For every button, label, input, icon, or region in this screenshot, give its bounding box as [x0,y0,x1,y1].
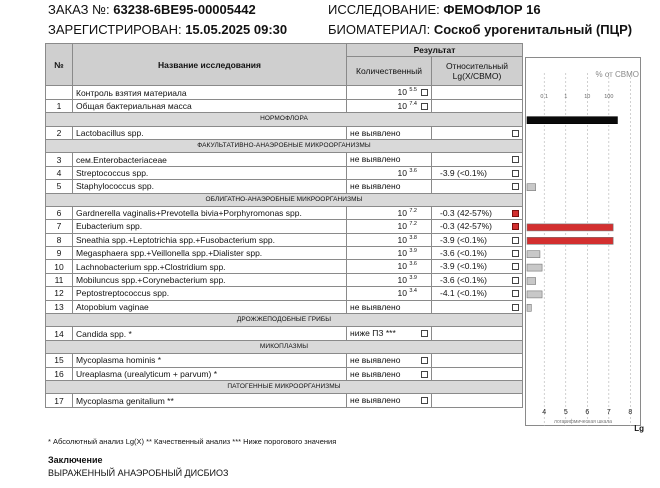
results-table [45,43,523,408]
section-header [46,139,523,152]
test-name: Atopobium vaginae [73,300,347,313]
biomaterial-value: Соскоб урогенитальный (ПЦР) [433,22,633,37]
table-row [46,273,523,286]
qty-base: 10 [397,87,407,98]
table-row [46,260,523,273]
quantitative-result [347,166,432,179]
relative-result [432,233,523,246]
relative-result [432,354,523,367]
relative-flag-red [512,210,519,217]
test-name: Peptostreptococcus spp. [73,287,347,300]
relative-result [432,300,523,313]
row-number: 7 [46,220,73,233]
bottom-tick-label: 4 [542,409,547,416]
table-row [46,180,523,193]
table-row [46,300,523,313]
test-name: Mycoplasma hominis * [73,354,347,367]
table-row [46,394,523,407]
qty-base: 10 [397,234,407,245]
row-number: 13 [46,300,73,313]
chart-bar [527,251,540,258]
table-row [46,126,523,139]
qty-base: 10 [397,274,407,285]
table-row [46,233,523,246]
table-row [46,287,523,300]
test-name: Mycoplasma genitalium ** [73,394,347,407]
qty-base: 10 [397,261,407,272]
relative-value: -4.1 (<0.1%) [440,288,488,299]
col-result-header: Результат [347,44,523,57]
qty-exponent: 7.2 [409,207,417,214]
qty-base: 10 [397,207,407,218]
relative-result [432,247,523,260]
row-number: 15 [46,354,73,367]
chart-bar [527,264,542,271]
table-row [46,99,523,112]
row-number: 12 [46,287,73,300]
bottom-tick-label: 7 [606,409,611,416]
quantitative-result [347,180,432,193]
quantitative-result [347,354,432,367]
conclusion-text: ВЫРАЖЕННЫЙ АНАЭРОБНЫЙ ДИСБИОЗ [48,468,229,478]
section-header [46,340,523,353]
quantitative-result [347,273,432,286]
qty-exponent: 3.9 [409,274,417,281]
footnotes: * Абсолютный анализ Lg(X) ** Качественный анализ *** Ниже порогового значения [48,437,337,446]
relative-checkbox [512,277,519,284]
test-name: Контроль взятия материала [73,86,347,99]
section-label: НОРМОФЛОРА [46,113,523,126]
relative-flag-red [512,223,519,230]
relative-value: -3.9 (<0.1%) [440,167,488,178]
relative-checkbox [512,250,519,257]
quantitative-result [347,233,432,246]
row-number [46,86,73,99]
test-name: Megasphaera spp.+Veillonella spp.+Dialister spp. [73,247,347,260]
qty-text: не выявлено [350,368,401,379]
test-name: Gardnerella vaginalis+Prevotella bivia+Porphyromonas spp. [73,206,347,219]
qty-base: 10 [397,167,407,178]
qty-exponent: 3.6 [409,167,417,174]
relative-result [432,206,523,219]
row-number: 11 [46,273,73,286]
qty-base: 10 [397,288,407,299]
top-tick-label: 0.1 [540,94,549,100]
bottom-tick-label: 5 [563,409,568,416]
section-header [46,113,523,126]
top-tick-label: 1 [564,94,568,100]
qty-exponent: 3.6 [409,261,417,268]
bottom-tick-label: 6 [585,409,590,416]
table-row [46,86,523,99]
table-row [46,220,523,233]
table-row [46,166,523,179]
row-number: 8 [46,233,73,246]
qty-checkbox [421,397,428,404]
table-row [46,354,523,367]
top-tick-label: 100 [604,94,614,100]
col-qty-header: Количественный [347,57,432,86]
top-tick-label: 10 [584,94,591,100]
qty-text: не выявлено [350,355,401,366]
table-row [46,206,523,219]
relative-checkbox [512,304,519,311]
qty-base: 10 [397,248,407,259]
relative-value: -3.6 (<0.1%) [440,274,488,285]
test-name: Eubacterium spp. [73,220,347,233]
quantitative-result [347,367,432,380]
relative-result [432,327,523,340]
relative-checkbox [512,263,519,270]
bottom-tick-label: 8 [628,409,633,416]
relative-result [432,287,523,300]
relative-chart [525,57,645,433]
row-number: 17 [46,394,73,407]
quantitative-result [347,327,432,340]
test-name: Lachnobacterium spp.+Clostridium spp. [73,260,347,273]
relative-result [432,394,523,407]
relative-checkbox [512,183,519,190]
table-row [46,247,523,260]
test-name: Lactobacillus spp. [73,126,347,139]
quantitative-result [347,206,432,219]
test-name: Sneathia spp.+Leptotrichia spp.+Fusobacterium spp. [73,233,347,246]
test-name: Staphylococcus spp. [73,180,347,193]
row-number: 6 [46,206,73,219]
section-label: ПАТОГЕННЫЕ МИКРООРГАНИЗМЫ [46,380,523,393]
qty-text: не выявлено [350,301,401,312]
axis-unit-label: Lg [634,424,644,433]
chart-bar [527,278,536,285]
section-label: ОБЛИГАТНО-АНАЭРОБНЫЕ МИКРООРГАНИЗМЫ [46,193,523,206]
table-row [46,367,523,380]
relative-result [432,367,523,380]
registration-date: ЗАРЕГИСТРИРОВАН: 15.05.2025 09:30 [48,22,288,37]
relative-result [432,86,523,99]
section-header [46,314,523,327]
row-number: 16 [46,367,73,380]
test-name: Mobiluncus spp.+Corynebacterium spp. [73,273,347,286]
chart-bar [527,117,617,124]
quantitative-result [347,287,432,300]
quantitative-result [347,86,432,99]
relative-result [432,153,523,166]
row-number: 2 [46,126,73,139]
chart-bar [527,224,613,231]
relative-checkbox [512,290,519,297]
row-number: 10 [46,260,73,273]
section-header [46,193,523,206]
qty-checkbox [421,357,428,364]
qty-text: не выявлено [350,127,401,138]
test-name: Общая бактериальная масса [73,99,347,112]
order-number: ЗАКАЗ №: 63238-6BE95-00005442 [48,2,256,17]
relative-value: -0.3 (42-57%) [440,221,492,232]
relative-value: -3.6 (<0.1%) [440,248,488,259]
qty-checkbox [421,103,428,110]
table-row [46,153,523,166]
section-label: ДРОЖЖЕПОДОБНЫЕ ГРИБЫ [46,314,523,327]
qty-text: не выявлено [350,154,401,165]
section-label: ФАКУЛЬТАТИВНО-АНАЭРОБНЫЕ МИКРООРГАНИЗМЫ [46,139,523,152]
relative-checkbox [512,156,519,163]
relative-result [432,166,523,179]
x-axis-label: логарифмическая шкала [553,419,613,425]
chart-bar [527,237,613,244]
relative-result [432,126,523,139]
relative-result [432,273,523,286]
test-name: Streptococcus spp. [73,166,347,179]
biomaterial: БИОМАТЕРИАЛ: Соскоб урогенитальный (ПЦР) [328,22,633,37]
registration-value: 15.05.2025 09:30 [185,22,288,37]
qty-checkbox [421,330,428,337]
qty-exponent: 7.4 [409,100,417,107]
study-name: ИССЛЕДОВАНИЕ: ФЕМОФЛОР 16 [328,2,541,17]
relative-value: -3.9 (<0.1%) [440,234,488,245]
quantitative-result [347,260,432,273]
row-number: 3 [46,153,73,166]
qty-text: ниже ПЗ *** [350,328,396,339]
qty-checkbox [421,89,428,96]
relative-result [432,260,523,273]
qty-text: не выявлено [350,181,401,192]
qty-text: не выявлено [350,395,401,406]
study-value: ФЕМОФЛОР 16 [443,2,541,17]
qty-base: 10 [397,100,407,111]
quantitative-result [347,300,432,313]
relative-value: -3.9 (<0.1%) [440,261,488,272]
quantitative-result [347,220,432,233]
quantitative-result [347,153,432,166]
qty-checkbox [421,371,428,378]
section-label: МИКОПЛАЗМЫ [46,340,523,353]
qty-exponent: 3.4 [409,288,417,295]
chart-bar [527,184,536,191]
row-number: 14 [46,327,73,340]
section-header [46,380,523,393]
test-name: Candida spp. * [73,327,347,340]
qty-exponent: 3.9 [409,248,417,255]
row-number: 1 [46,99,73,112]
qty-exponent: 7.2 [409,221,417,228]
order-value: 63238-6BE95-00005442 [113,2,256,17]
quantitative-result [347,126,432,139]
test-name: Ureaplasma (urealyticum + parvum) * [73,367,347,380]
relative-result [432,180,523,193]
quantitative-result [347,247,432,260]
relative-result [432,99,523,112]
qty-exponent: 5.5 [409,87,417,94]
quantitative-result [347,99,432,112]
relative-checkbox [512,170,519,177]
row-number: 4 [46,166,73,179]
row-number: 5 [46,180,73,193]
col-name-header: Название исследования [73,44,347,86]
test-name: сем.Enterobacteriaceae [73,153,347,166]
relative-checkbox [512,237,519,244]
chart-bar [527,291,542,298]
chart-bar [527,304,531,311]
qty-base: 10 [397,221,407,232]
col-number-header: № [46,44,73,86]
quantitative-result [347,394,432,407]
col-rel-header: Относительный Lg(X/СВМО) [432,57,523,86]
qty-exponent: 3.8 [409,234,417,241]
relative-checkbox [512,130,519,137]
relative-value: -0.3 (42-57%) [440,207,492,218]
relative-result [432,220,523,233]
table-row [46,327,523,340]
chart-title: % от СВМО [595,70,639,79]
conclusion-label: Заключение [48,455,103,465]
row-number: 9 [46,247,73,260]
